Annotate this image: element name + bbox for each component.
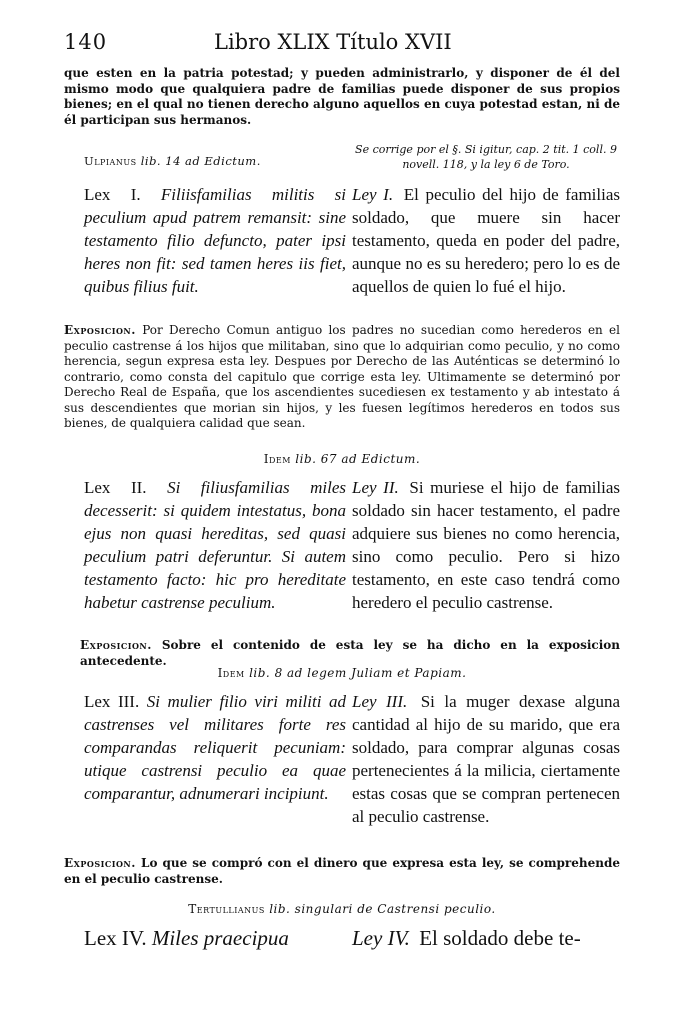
law-2-exposition-body: Sobre el contenido de esta ley se ha dicho en la exposicion antecedente. bbox=[80, 638, 620, 668]
law-4-source-author: Tertullianus bbox=[188, 902, 265, 916]
law-1-exposition-label: Exposicion. bbox=[64, 323, 136, 337]
law-1-latin-text bbox=[84, 183, 346, 298]
law-2-source bbox=[64, 452, 620, 466]
law-3-lex-label: Lex III. bbox=[84, 692, 140, 711]
law-1-correction-note: Se corrige por el §. Si igitur, cap. 2 tit. 1 coll. 9 novell. 118, y la ley 6 de Toro. bbox=[355, 143, 617, 171]
law-3-source bbox=[64, 666, 620, 680]
law-1-source bbox=[84, 142, 346, 168]
law-3-texts bbox=[64, 690, 620, 850]
law-3-spanish-text bbox=[352, 690, 620, 828]
law-2-ley-label: Ley II. bbox=[352, 478, 399, 497]
law-2-texts bbox=[64, 476, 620, 626]
law-2-latin-text bbox=[84, 476, 346, 614]
law-4-spanish-body: El soldado debe te- bbox=[419, 926, 581, 950]
law-4-lex-label: Lex IV. bbox=[84, 926, 147, 950]
law-2-source-author: Idem bbox=[263, 452, 291, 466]
intro-paragraph: que esten en la patria potestad; y pueden administrarlo, y disponer de él del mismo modo que qualquiera padre de familias puede disponer de sus propios bienes; en el qual no tienen derecho alguno aquellos en cuya potestad estan, ni de él participan sus hermanos. bbox=[64, 66, 620, 127]
law-4-latin-body: Miles praecipua bbox=[151, 926, 289, 950]
law-2-latin-body: Si filiusfamilias miles decesserit: si quidem intestatus, bona ejus non quasi hereditas, sed quasi peculium patri deferuntur. Si autem testamento facto: hic pro hereditate habetur castrense peculium. bbox=[84, 478, 347, 612]
law-1-texts bbox=[64, 183, 620, 323]
law-4-ley-label: Ley IV. bbox=[352, 926, 410, 950]
law-3-latin-body: Si mulier filio viri militi ad castrenses vel militares forte res comparandas reliquerit pecuniam: utique castrensi peculio ea quae comparantur, adnumerari incipiunt. bbox=[84, 692, 346, 803]
law-2-exposition bbox=[80, 638, 620, 669]
law-1-source-ref: lib. 14 ad Edictum. bbox=[140, 154, 261, 168]
law-4-source-ref: lib. singulari de Castrensi peculio. bbox=[269, 902, 496, 916]
law-3-latin-text bbox=[84, 690, 346, 805]
running-title: Libro XLIX Título XVII bbox=[214, 30, 452, 54]
page-number: 140 bbox=[64, 30, 108, 54]
law-3-exposition bbox=[64, 856, 620, 887]
law-2-lex-label: Lex II. bbox=[84, 478, 147, 497]
law-2-exposition-label: Exposicion. bbox=[80, 638, 152, 652]
law-3-exposition-body: Lo que se compró con el dinero que expresa esta ley, se comprehende en el peculio castrense. bbox=[64, 856, 620, 886]
law-3-source-author: Idem bbox=[217, 666, 245, 680]
law-4-source bbox=[64, 902, 620, 916]
law-4-texts bbox=[64, 924, 620, 958]
law-3-ley-label: Ley III. bbox=[352, 692, 408, 711]
law-1-source-row bbox=[64, 142, 620, 182]
law-1-exposition-body: Por Derecho Comun antiguo los padres no sucedian como herederos en el peculio castrense á los hijos que militaban, sino que lo adquirian como peculio, y no como herencia, segun expresa esta ley. Despues por Derecho de las Auténticas se determinó lo contrario, como consta del capitulo que corrige esta ley. Ultimamente se determinó por Derecho Real de España, que los ascendientes sucediesen ex testamento y ab intestato á sus descendientes que morian sin hijos, y les fuesen legítimos herederos en todos sus bienes, de qualquiera calidad que sean. bbox=[64, 323, 620, 430]
law-1-spanish-text bbox=[352, 183, 620, 298]
law-1-source-author: Ulpianus bbox=[84, 154, 137, 168]
law-4-latin-text bbox=[84, 924, 346, 952]
law-1-spanish-body: El peculio del hijo de familias soldado, que muere sin hacer testamento, queda en poder del padre, aunque no es su heredero; pero lo es de aquellos de quien lo fué el hijo. bbox=[352, 185, 620, 296]
law-1-exposition bbox=[64, 323, 620, 432]
law-4-spanish-text bbox=[352, 924, 620, 952]
law-2-source-ref: lib. 67 ad Edictum. bbox=[295, 452, 421, 466]
law-1-latin-body: Filiisfamilias militis si peculium apud patrem remansit: sine testamento filio defuncto, pater ipsi heres non fit: sed tamen heres iis fiet, quibus filius fuit. bbox=[84, 185, 346, 296]
law-3-source-ref: lib. 8 ad legem Juliam et Papiam. bbox=[249, 666, 467, 680]
law-2-spanish-text bbox=[352, 476, 620, 614]
law-3-exposition-label: Exposicion. bbox=[64, 856, 136, 870]
law-1-lex-label: Lex I. bbox=[84, 185, 141, 204]
running-head bbox=[64, 30, 624, 56]
law-3-spanish-body: Si la muger dexase alguna cantidad al hijo de su marido, que era soldado, para comprar algunas cosas pertenecientes á la milicia, ciertamente estas cosas que se compran pertenecen al peculio castrense. bbox=[352, 692, 621, 826]
law-1-ley-label: Ley I. bbox=[352, 185, 394, 204]
law-2-spanish-body: Si muriese el hijo de familias soldado sin hacer testamento, el padre adquiere sus bienes no como herencia, sino como peculio. Pero si hizo testamento, en este caso tendrá como heredero el peculio castrense. bbox=[352, 478, 621, 612]
